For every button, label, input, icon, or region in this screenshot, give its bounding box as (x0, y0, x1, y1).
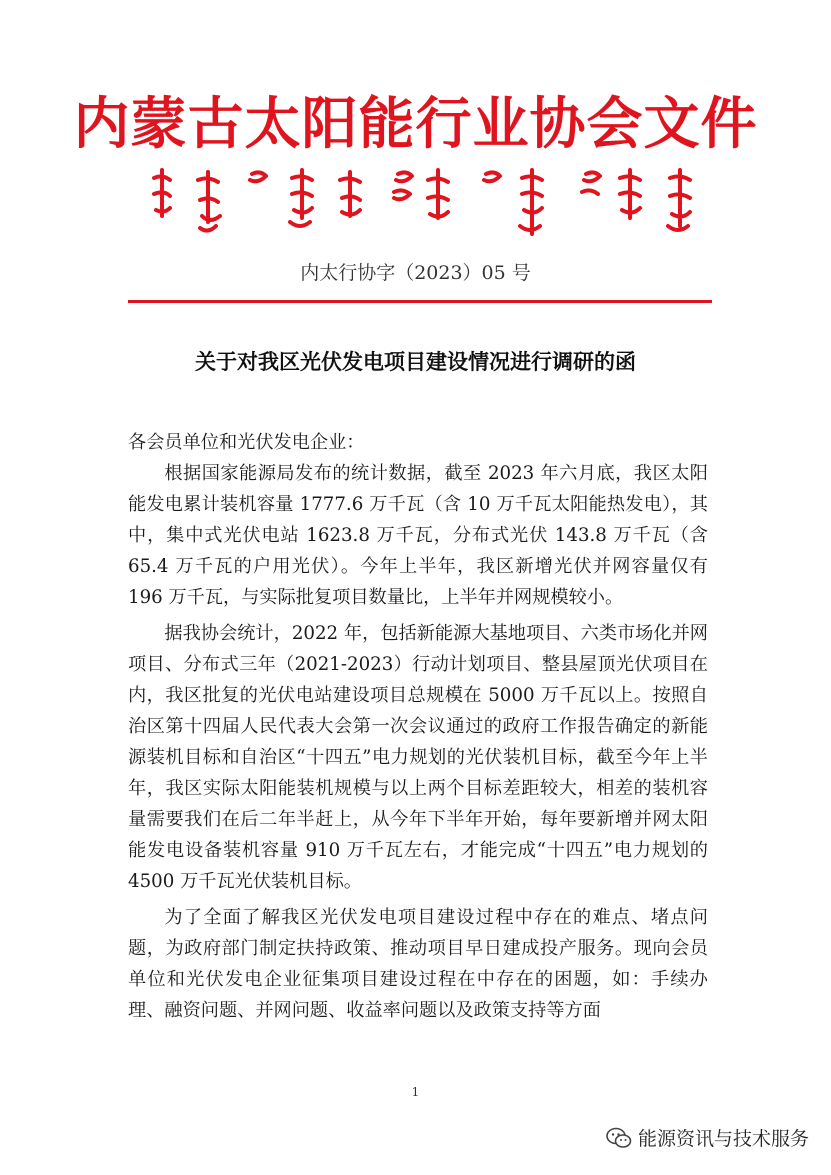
red-divider (128, 300, 712, 303)
mongolian-script-title (140, 164, 700, 244)
document-number: 内太行协字（2023）05 号 (300, 262, 531, 284)
document-body (128, 427, 708, 1026)
wechat-icon (606, 1127, 632, 1149)
watermark (606, 1124, 809, 1151)
watermark-text: 能源资讯与技术服务 (637, 1128, 809, 1150)
page-number: 1 (411, 1085, 420, 1099)
salutation: 各会员单位和光伏发电企业： (128, 432, 365, 453)
org-title: 内蒙古太阳能行业协会文件 (73, 91, 758, 157)
body-paragraph: 根据国家能源局发布的统计数据，截至 2023 年六月底，我区太阳能发电累计装机容量 1777.6 万千瓦（含 10 万千瓦太阳能热发电），其中，集中式光伏电站 1623.8 万千瓦，分布式光伏 143.8 万千瓦（含 65.4 万千瓦的户用光伏）。今年上半年，我区新增光伏并网容量仅有 196 万千瓦，与实际批复项目数量比，上半年并网规模较小。 (128, 463, 708, 608)
document-title: 关于对我区光伏发电项目建设情况进行调研的函 (195, 349, 636, 374)
body-paragraph: 为了全面了解我区光伏发电项目建设过程中存在的难点、堵点问题，为政府部门制定扶持政策、推动项目早日建成投产服务。现向会员单位和光伏发电企业征集项目建设过程在中存在的困题，如：手续办理、融资问题、并网问题、收益率问题以及政策支持等方面 (128, 907, 708, 1021)
body-paragraph: 据我协会统计，2022 年，包括新能源大基地项目、六类市场化并网项目、分布式三年（2021-2023）行动计划项目、整县屋顶光伏项目在内，我区批复的光伏电站建设项目总规模在 5000 万千瓦以上。按照自治区第十四届人民代表大会第一次会议通过的政府工作报告确定的新能源装机目标和自治区“十四五”电力规划的光伏装机目标，截至今年上半年，我区实际太阳能装机规模与以上两个目标差距较大，相差的装机容量需要我们在后二年半赶上，从今年下半年开始，每年要新增并网太阳能发电设备装机容量 910 万千瓦左右，才能完成“十四五”电力规划的 4500 万千瓦光伏装机目标。 (128, 623, 708, 892)
